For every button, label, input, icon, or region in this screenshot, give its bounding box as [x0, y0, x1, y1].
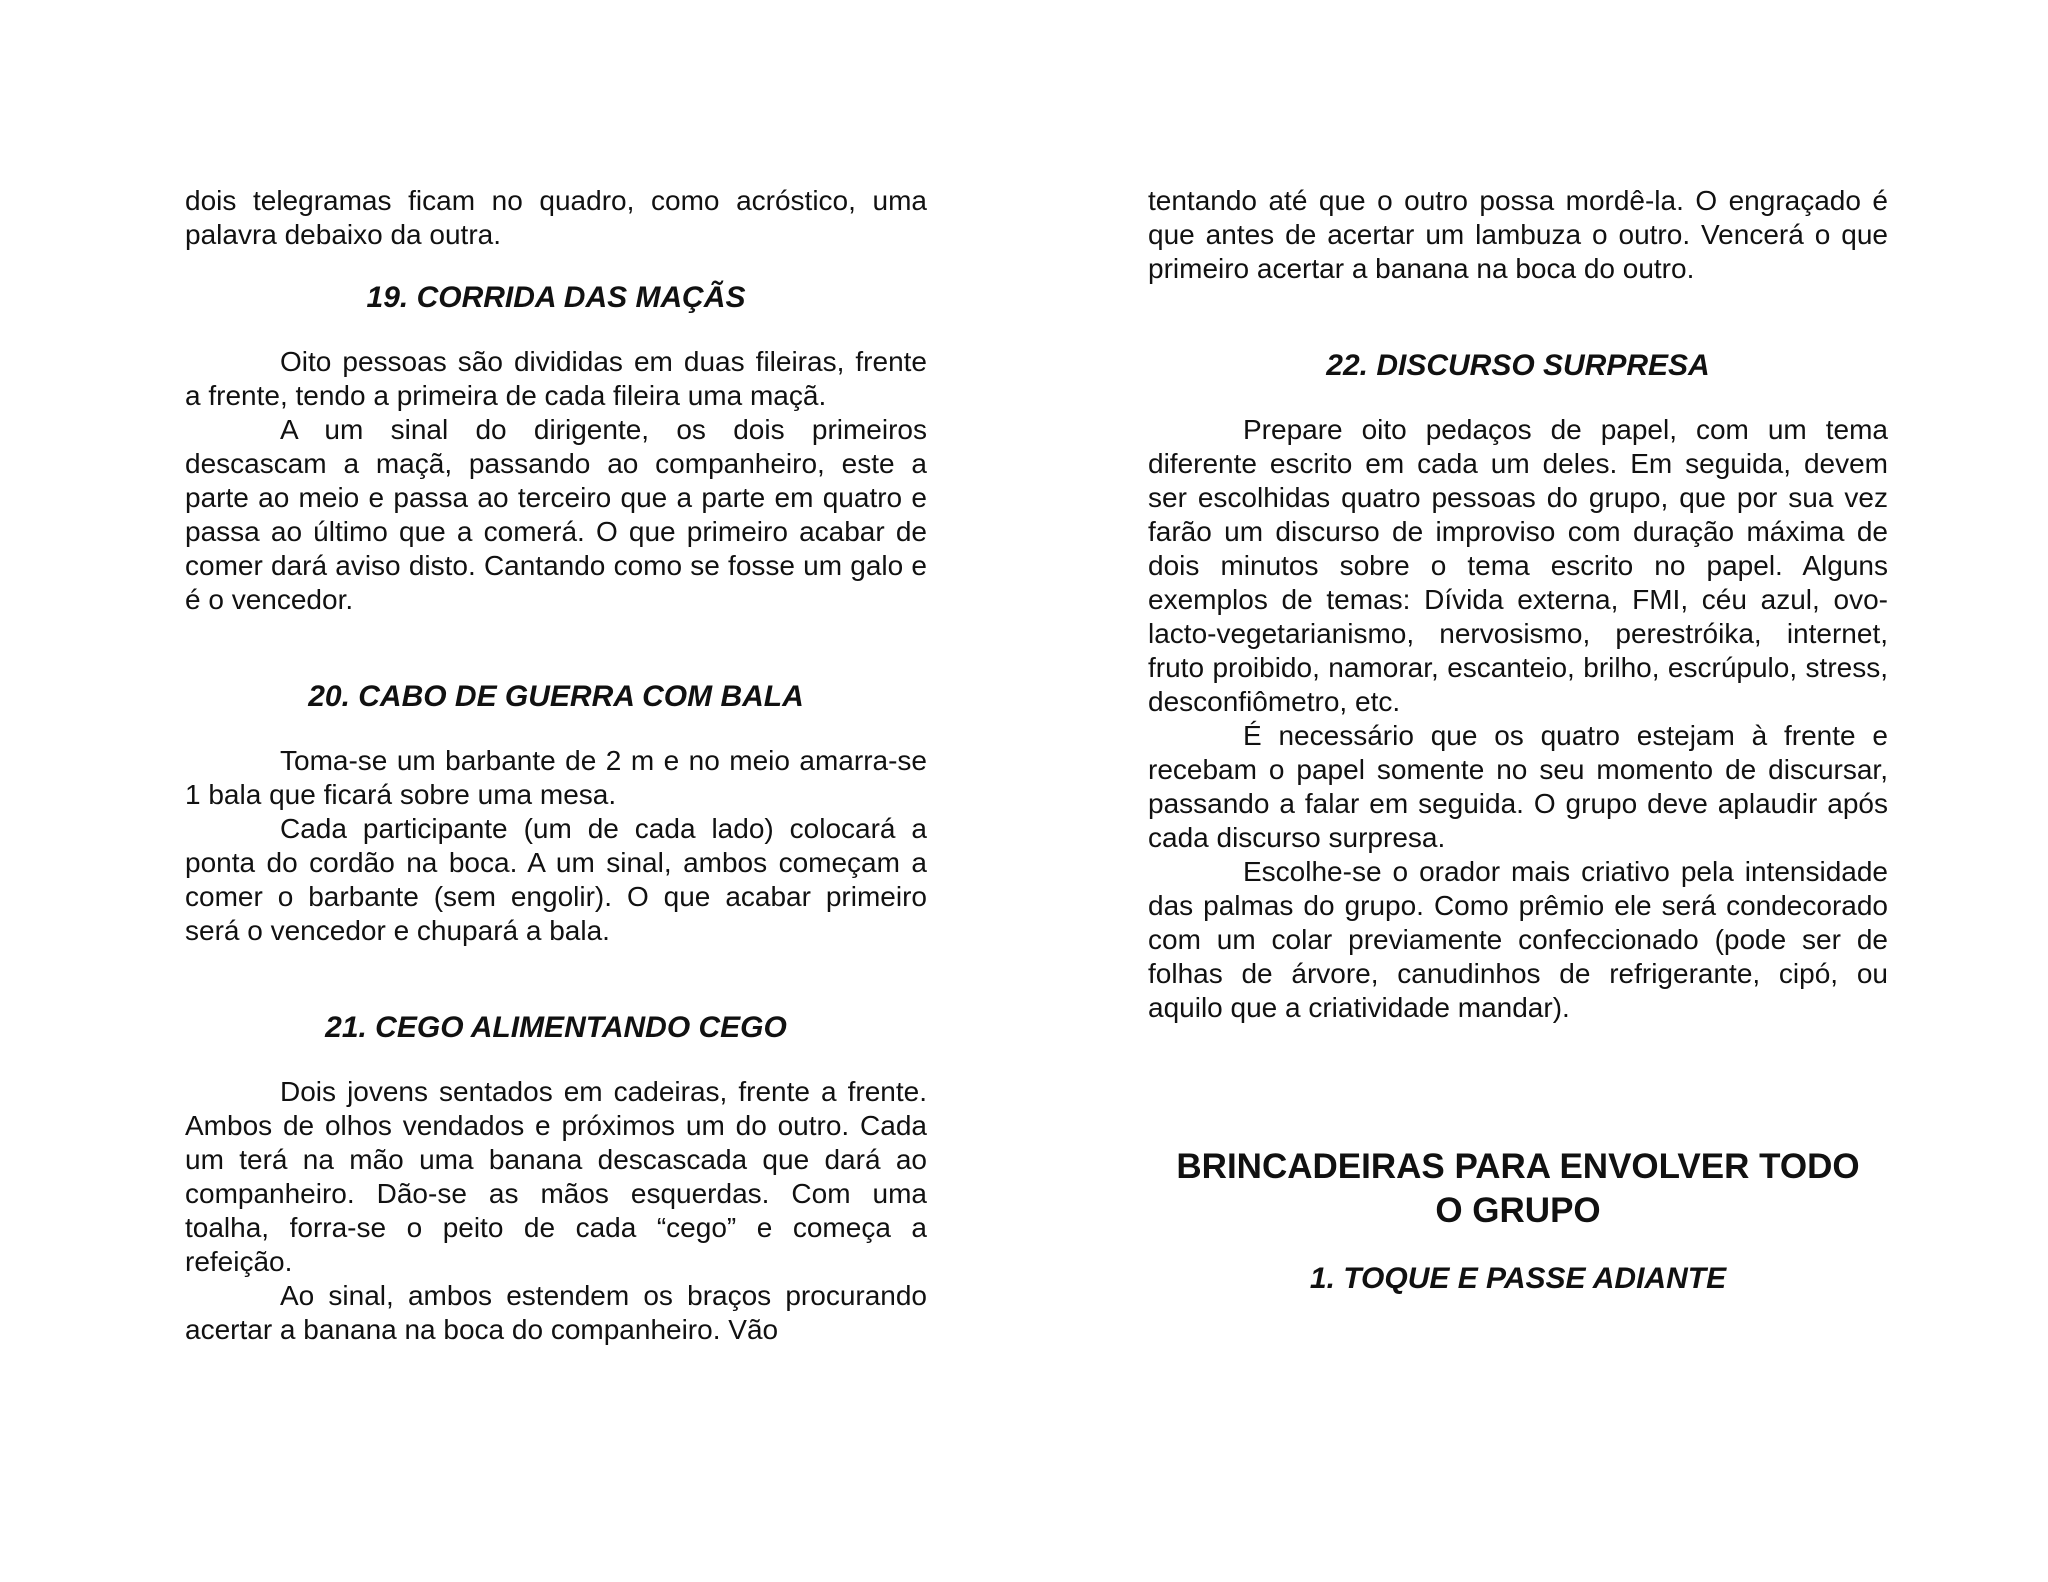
- section-21-paragraph-1: Dois jovens sentados em cadeiras, frente a frente. Ambos de olhos vendados e próximos um do outro. Cada um terá na mão uma banana descascada que dará ao companheiro. Dão-se as mãos esquerdas. Com uma toalha, forra-se o peito de cada “cego” e começa a refeição.: [185, 1076, 927, 1277]
- continuation-paragraph: tentando até que o outro possa mordê-la. O engraçado é que antes de acertar um lambuza o outro. Vencerá o que primeiro acertar a banana na boca do outro.: [1148, 185, 1888, 284]
- section-20-paragraph-2: Cada participante (um de cada lado) colocará a ponta do cordão na boca. A um sinal, ambos começam a comer o barbante (sem engolir). O que acabar primeiro será o vencedor e chupará a bala.: [185, 813, 927, 946]
- intro-paragraph: dois telegramas ficam no quadro, como acróstico, uma palavra debaixo da outra.: [185, 185, 927, 250]
- section-19-paragraph-1: Oito pessoas são divididas em duas fileiras, frente a frente, tendo a primeira de cada fileira uma maçã.: [185, 346, 927, 411]
- section-21-paragraph-2: Ao sinal, ambos estendem os braços procurando acertar a banana na boca do companheiro. Vão: [185, 1280, 927, 1345]
- right-column: [1148, 184, 1888, 1299]
- section-20-title: 20. CABO DE GUERRA COM BALA: [308, 680, 804, 713]
- chapter-title-line-1: BRINCADEIRAS PARA ENVOLVER TODO: [1176, 1147, 1860, 1186]
- section-22-paragraph-2: É necessário que os quatro estejam à frente e recebam o papel somente no seu momento de discursar, passando a falar em seguida. O grupo deve aplaudir após cada discurso surpresa.: [1148, 720, 1888, 853]
- left-column: [185, 184, 927, 1347]
- section-20-paragraph-1: Toma-se um barbante de 2 m e no meio amarra-se 1 bala que ficará sobre uma mesa.: [185, 745, 927, 810]
- section-21-title: 21. CEGO ALIMENTANDO CEGO: [325, 1011, 787, 1044]
- section-19-paragraph-2: A um sinal do dirigente, os dois primeiros descascam a maçã, passando ao companheiro, este a parte ao meio e passa ao terceiro que a parte em quatro e passa ao último que a comerá. O que primeiro acabar de comer dará aviso disto. Cantando como se fosse um galo e é o vencedor.: [185, 414, 927, 615]
- section-22-paragraph-3: Escolhe-se o orador mais criativo pela intensidade das palmas do grupo. Como prêmio ele será condecorado com um colar previamente confeccionado (pode ser de folhas de árvore, canudinhos de refrigerante, cipó, ou aquilo que a criatividade mandar).: [1148, 856, 1888, 1023]
- section-22-paragraph-1: Prepare oito pedaços de papel, com um tema diferente escrito em cada um deles. Em seguida, devem ser escolhidas quatro pessoas do grupo, que por sua vez farão um discurso de improviso com duração máxima de dois minutos sobre o tema escrito no papel. Alguns exemplos de temas: Dívida externa, FMI, céu azul, ovo-lacto-vegetarianismo, nervosismo, perestróika, internet, fruto proibido, namorar, escanteio, brilho, escrúpulo, stress, desconfiômetro, etc.: [1148, 414, 1888, 717]
- chapter-title-line-2: O GRUPO: [1435, 1191, 1601, 1230]
- section-22-title: 22. DISCURSO SURPRESA: [1326, 349, 1710, 382]
- section-19-title: 19. CORRIDA DAS MAÇÃS: [366, 281, 746, 314]
- chapter-title: [1148, 1145, 1888, 1233]
- section-1-title: 1. TOQUE E PASSE ADIANTE: [1309, 1262, 1727, 1295]
